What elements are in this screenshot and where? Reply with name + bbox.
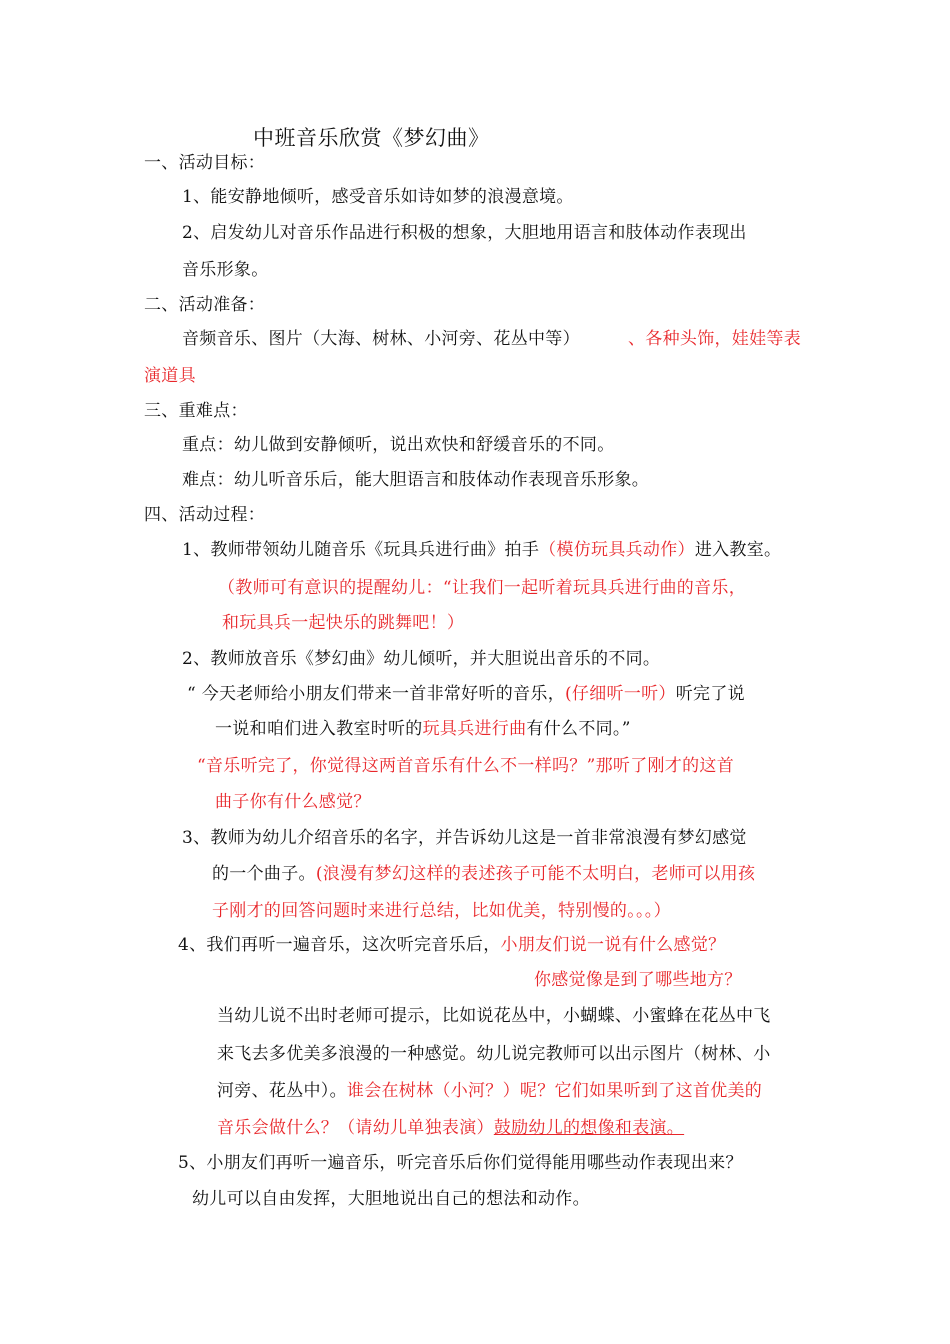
- step-4-line-5: 河旁、花丛中）。谁会在树林（小河？）呢？它们如果听到了这首优美的: [217, 1081, 763, 1101]
- step-3-line-1: 3、教师为幼儿介绍音乐的名字，并告诉幼儿这是一首非常浪漫有梦幻感觉: [182, 828, 747, 848]
- preparation-props-cont: 演道具: [144, 366, 196, 386]
- step-5-line-1: 5、小朋友们再听一遍音乐，听完音乐后你们觉得能用哪些动作表现出来？: [178, 1153, 743, 1173]
- goal-2-line-2: 音乐形象。: [182, 260, 269, 280]
- step-2-song-name: 玩具兵进行曲: [422, 719, 527, 739]
- section-heading-process: 四、活动过程：: [144, 505, 266, 525]
- step-3-note: (浪漫有梦幻这样的表述孩子可能不太明白，老师可以用孩: [315, 864, 756, 884]
- step-2: 2、教师放音乐《梦幻曲》幼儿倾听，并大胆说出音乐的不同。: [182, 649, 661, 669]
- difficult-point: 难点：幼儿听音乐后，能大胆语言和肢体动作表现音乐形象。: [182, 470, 650, 490]
- step-2-question-1: “音乐听完了，你觉得这两首音乐有什么不一样吗？”那听了刚才的这首: [197, 756, 734, 776]
- step-2-quote-1: “ 今天老师给小朋友们带来一首非常好听的音乐，(仔细听一听）听完了说: [187, 684, 745, 704]
- goal-1: 1、能安静地倾听，感受音乐如诗如梦的浪漫意境。: [182, 187, 574, 207]
- document-title: 中班音乐欣赏《梦幻曲》: [253, 126, 490, 150]
- section-heading-preparation: 二、活动准备：: [144, 295, 266, 315]
- step-1-note: （模仿玩具兵动作）: [539, 540, 695, 560]
- step-4-line-3: 当幼儿说不出时老师可提示，比如说花丛中，小蝴蝶、小蜜蜂在花丛中飞: [217, 1006, 771, 1026]
- step-4-line-1: 4、我们再听一遍音乐，这次听完音乐后，小朋友们说一说有什么感觉？: [178, 935, 726, 955]
- step-4-line-4: 来飞去多优美多浪漫的一种感觉。幼儿说完教师可以出示图片（树林、小: [217, 1044, 771, 1064]
- step-2-quote-2: 一说和咱们进入教室时听的玩具兵进行曲有什么不同。”: [215, 719, 631, 739]
- preparation-props: 、各种头饰，娃娃等表: [628, 329, 801, 349]
- step-2-question-2: 曲子你有什么感觉？: [215, 792, 371, 812]
- preparation-materials: 音频音乐、图片（大海、树林、小河旁、花丛中等）: [182, 329, 580, 349]
- step-4-line-6: 音乐会做什么？（请幼儿单独表演）鼓励幼儿的想像和表演。: [217, 1118, 685, 1138]
- section-heading-goals: 一、活动目标：: [144, 153, 266, 173]
- goal-2-line-1: 2、启发幼儿对音乐作品进行积极的想象，大胆地用语言和肢体动作表现出: [182, 223, 747, 243]
- step-1-teacher-note-1: （教师可有意识的提醒幼儿：“让我们一起听着玩具兵进行曲的音乐，: [218, 578, 746, 598]
- step-1-end: 进入教室。: [694, 540, 782, 560]
- step-1-text: 1、教师带领幼儿随音乐《玩具兵进行曲》拍手: [182, 540, 540, 560]
- section-heading-key-points: 三、重难点：: [144, 401, 248, 421]
- step-5-line-2: 幼儿可以自由发挥，大胆地说出自己的想法和动作。: [192, 1189, 590, 1209]
- step-2-quote-note: (仔细听一听）: [565, 684, 676, 704]
- step-1-teacher-note-2: 和玩具兵一起快乐的跳舞吧！）: [222, 613, 465, 633]
- key-point: 重点：幼儿做到安静倾听，说出欢快和舒缓音乐的不同。: [182, 435, 615, 455]
- step-4-prompt: 谁会在树林（小河？）呢？它们如果听到了这首优美的: [346, 1081, 763, 1101]
- step-3-line-3: 子刚才的回答问题时来进行总结，比如优美，特别慢的。。。）: [212, 901, 671, 921]
- step-3-line-2: 的一个曲子。(浪漫有梦幻这样的表述孩子可能不太明白，老师可以用孩: [212, 864, 756, 884]
- step-4-question-2: 你感觉像是到了哪些地方？: [534, 970, 742, 990]
- step-4-question: 小朋友们说一说有什么感觉？: [500, 935, 726, 955]
- step-1: [182, 539, 781, 561]
- step-4-encourage: 鼓励幼儿的想像和表演。: [493, 1118, 685, 1138]
